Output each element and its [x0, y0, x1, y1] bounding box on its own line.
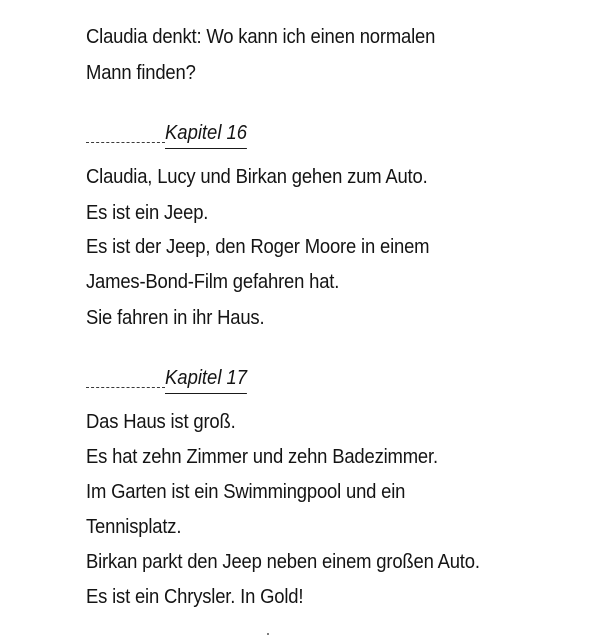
heading-dashed-rule	[86, 142, 165, 143]
chapter-heading	[0, 364, 600, 394]
text-line: Es ist ein Chrysler. In Gold!	[86, 585, 304, 608]
text-line: Claudia denkt: Wo kann ich einen normalen	[86, 25, 436, 48]
text-line: Tennisplatz.	[86, 515, 182, 538]
text-line: Claudia, Lucy und Birkan gehen zum Auto.	[86, 165, 428, 188]
text-line: Im Garten ist ein Swimmingpool und ein	[86, 480, 406, 503]
text-line: Es ist der Jeep, den Roger Moore in einem	[86, 235, 430, 258]
chapter-title: Kapitel 17	[165, 364, 247, 394]
chapter-heading	[0, 119, 600, 149]
text-line: Sie fahren in ihr Haus.	[86, 306, 265, 329]
text-line: James-Bond-Film gefahren hat.	[86, 270, 340, 293]
chapter-title: Kapitel 16	[165, 119, 247, 149]
text-line: Es ist ein Jeep.	[86, 201, 209, 224]
scan-speck	[267, 633, 269, 635]
text-line: Mann finden?	[86, 61, 196, 84]
heading-dashed-rule	[86, 387, 165, 388]
text-line: Es hat zehn Zimmer und zehn Badezimmer.	[86, 445, 438, 468]
text-line: Birkan parkt den Jeep neben einem großen Auto.	[86, 550, 480, 573]
text-line: Das Haus ist groß.	[86, 410, 236, 433]
